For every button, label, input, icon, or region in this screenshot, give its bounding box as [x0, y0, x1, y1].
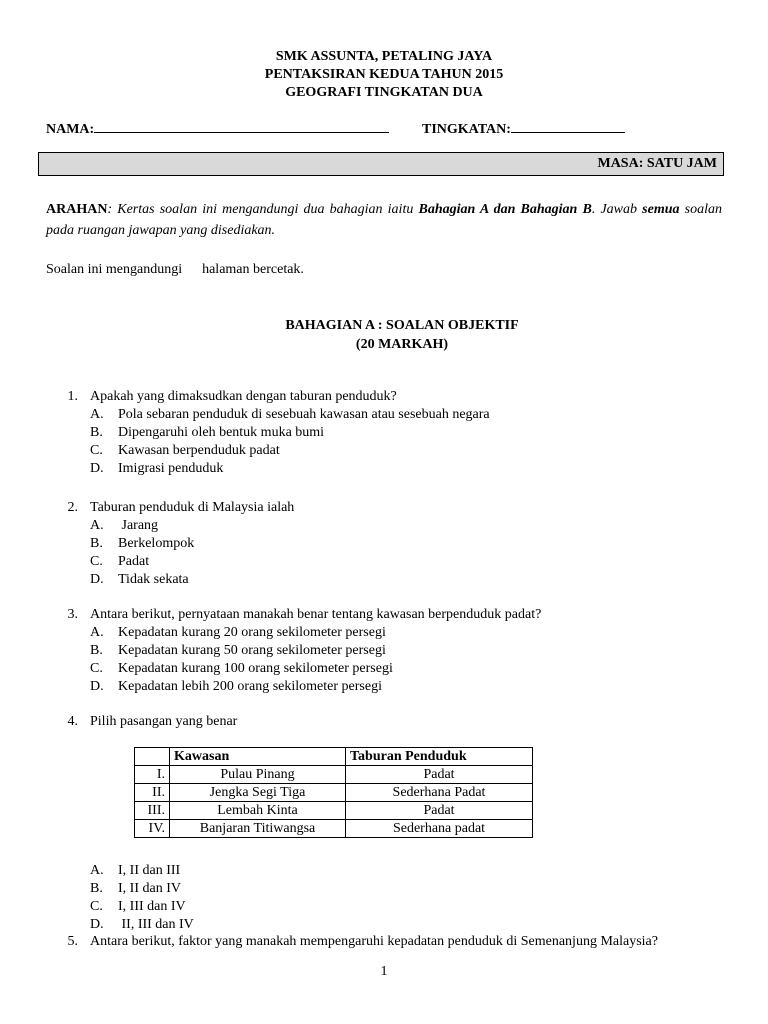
question-text: Pilih pasangan yang benar [90, 714, 238, 729]
option-text: Kepadatan lebih 200 orang sekilometer persegi [118, 679, 382, 694]
instructions-text-3: soalan pada ruangan jawapan yang disediakan. [46, 202, 722, 238]
table-cell: I. [135, 766, 170, 784]
table-header [135, 748, 170, 766]
option-letter: B. [90, 881, 103, 896]
instructions-lead: ARAHAN [46, 202, 108, 217]
option-letter: D. [90, 572, 104, 587]
option-text: Kepadatan kurang 100 orang sekilometer persegi [118, 661, 393, 676]
table-header: Kawasan [170, 748, 346, 766]
instructions-text-1: : Kertas soalan ini mengandungi dua bahagian iaitu [107, 202, 419, 217]
option-4d[interactable] [90, 917, 194, 933]
option-text: Dipengaruhi oleh bentuk muka bumi [118, 425, 325, 440]
option-2c[interactable] [90, 554, 149, 570]
option-1a[interactable] [90, 407, 490, 423]
option-letter: C. [90, 661, 103, 676]
pages-note [46, 262, 304, 278]
school-name: SMK ASSUNTA, PETALING JAYA [275, 49, 493, 64]
pages-note-after: halaman bercetak. [202, 262, 304, 277]
option-letter: C. [90, 554, 103, 569]
option-4c[interactable] [90, 899, 186, 915]
table-cell: Pulau Pinang [170, 766, 346, 784]
option-letter: D. [90, 917, 104, 932]
option-4b[interactable] [90, 881, 181, 897]
option-text: II, III dan IV [118, 917, 194, 932]
option-text: I, II dan IV [118, 881, 181, 896]
table-cell: Banjaran Titiwangsa [170, 820, 346, 838]
table-cell: Padat [346, 802, 533, 820]
table-row [135, 820, 533, 838]
tingkatan-blank-line[interactable] [511, 118, 625, 133]
option-text: Tidak sekata [118, 572, 189, 587]
time-allowed: MASA: SATU JAM [597, 156, 717, 171]
option-text: I, II dan III [118, 863, 181, 878]
option-text: I, III dan IV [118, 899, 186, 914]
question-text: Taburan penduduk di Malaysia ialah [90, 500, 295, 515]
option-letter: D. [90, 461, 104, 476]
option-text: Kawasan berpenduduk padat [118, 443, 280, 458]
instructions [46, 199, 722, 241]
option-letter: A. [90, 863, 104, 878]
option-1b[interactable] [90, 425, 324, 441]
option-letter: B. [90, 425, 103, 440]
instructions-bold-1: Bahagian A dan Bahagian B [418, 202, 592, 217]
option-text: Imigrasi penduduk [118, 461, 224, 476]
option-3a[interactable] [90, 625, 386, 641]
tingkatan-label: TINGKATAN: [422, 122, 511, 137]
option-text: Jarang [118, 518, 159, 533]
option-text: Kepadatan kurang 50 orang sekilometer persegi [118, 643, 386, 658]
table-cell: III. [135, 802, 170, 820]
table-row [135, 766, 533, 784]
section-title: BAHAGIAN A : SOALAN OBJEKTIF [285, 318, 519, 333]
option-2d[interactable] [90, 572, 189, 588]
question-number: 2. [67, 500, 78, 515]
page-number: 1 [380, 964, 388, 979]
option-text: Pola sebaran penduduk di sesebuah kawasan atau sesebuah negara [118, 407, 490, 422]
option-letter: C. [90, 899, 103, 914]
table-cell: Lembah Kinta [170, 802, 346, 820]
question-number: 5. [67, 934, 78, 949]
table-row [135, 802, 533, 820]
nama-label: NAMA: [46, 122, 95, 137]
option-3b[interactable] [90, 643, 386, 659]
instructions-bold-2: semua [642, 202, 680, 217]
tingkatan-field[interactable] [422, 118, 625, 138]
option-text: Kepadatan kurang 20 orang sekilometer persegi [118, 625, 386, 640]
table-header: Taburan Penduduk [346, 748, 533, 766]
table-cell: Sederhana Padat [346, 784, 533, 802]
option-letter: A. [90, 625, 104, 640]
table-cell: Jengka Segi Tiga [170, 784, 346, 802]
question-text: Apakah yang dimaksudkan dengan taburan penduduk? [90, 389, 397, 404]
table-cell: II. [135, 784, 170, 802]
question-number: 4. [67, 714, 78, 729]
table-cell: Sederhana padat [346, 820, 533, 838]
option-letter: D. [90, 679, 104, 694]
table-cell: Padat [346, 766, 533, 784]
pages-note-before: Soalan ini mengandungi [46, 262, 183, 277]
section-marks: (20 MARKAH) [355, 337, 449, 352]
nama-field[interactable] [46, 118, 389, 138]
question-number: 1. [67, 389, 78, 404]
subject-title: GEOGRAFI TINGKATAN DUA [285, 85, 483, 100]
table-row [135, 784, 533, 802]
option-letter: B. [90, 536, 103, 551]
option-text: Berkelompok [118, 536, 195, 551]
option-1c[interactable] [90, 443, 280, 459]
exam-title: PENTAKSIRAN KEDUA TAHUN 2015 [264, 67, 504, 82]
nama-blank-line[interactable] [94, 118, 389, 133]
time-bar [38, 152, 724, 176]
table-header-row [135, 748, 533, 766]
option-3c[interactable] [90, 661, 393, 677]
option-letter: A. [90, 407, 104, 422]
option-3d[interactable] [90, 679, 382, 695]
option-2b[interactable] [90, 536, 194, 552]
pairing-table [134, 747, 533, 838]
instructions-text-2: . Jawab [591, 202, 643, 217]
option-letter: B. [90, 643, 103, 658]
question-text: Antara berikut, faktor yang manakah mempengaruhi kepadatan penduduk di Semenanjung Malaysia? [90, 934, 658, 949]
table-cell: IV. [135, 820, 170, 838]
question-text: Antara berikut, pernyataan manakah benar tentang kawasan berpenduduk padat? [90, 607, 542, 622]
option-4a[interactable] [90, 863, 180, 879]
option-text: Padat [118, 554, 150, 569]
option-2a[interactable] [90, 518, 158, 534]
question-number: 3. [67, 607, 78, 622]
option-1d[interactable] [90, 461, 223, 477]
option-letter: A. [90, 518, 104, 533]
option-letter: C. [90, 443, 103, 458]
